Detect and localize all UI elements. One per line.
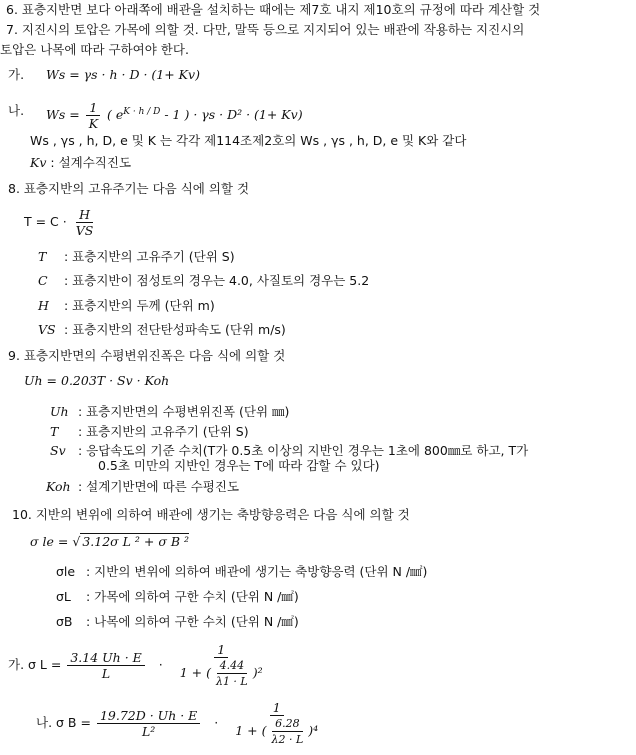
formula-10a-label: 가. σ L = [8,657,62,672]
formula-10b-num: 19.72D · Uh · E [97,708,200,724]
formula-8-lhs: T = C · [24,214,67,229]
formula-7b-frac-den: K [88,116,99,131]
formula-10b-den2-pre: 1 + ( [235,723,267,738]
def9-symbol: Sv [50,443,66,458]
formula-10a-dot: · [158,657,163,672]
def9-row-3-continued: 0.5초 미만의 지반인 경우는 T에 따라 감할 수 있다) [98,458,380,473]
formula-10a-den2-post: )² [252,665,263,680]
def9-row-3 [50,443,528,459]
formula-10-radicand: 3.12σ L ² + σ B ² [82,534,190,549]
formula-10b-inner-num: 6.28 [272,716,303,732]
formula-7b-frac-num: 1 [86,100,100,116]
formula-10a-fraction-1 [67,650,144,681]
formula-10a-inner [213,658,251,689]
def8-row-4 [38,322,286,338]
formula-10a-inner-den: λ1 · L [215,675,248,688]
formula-10-lhs: σ le = [30,534,69,549]
def9-desc: : 표층지반의 고유주기 (단위 S) [78,424,249,439]
def10-symbol: σle [56,564,76,579]
def10-row-3 [56,614,299,630]
def8-symbol: H [38,298,49,313]
def8-desc: : 표층지반의 전단탄성파속도 (단위 m/s) [64,322,286,337]
formula-10a-inner-num: 4.44 [217,658,248,674]
formula-8-fraction [73,207,97,238]
formula-10a-fraction-2 [177,642,266,689]
def8-row-1 [38,249,235,265]
formula-7a-label: 가. [8,67,25,82]
def9-symbol: T [50,424,59,439]
paragraph-7-line2: 토압은 나목에 따라 구하여야 한다. [0,42,189,57]
def9-row-4 [46,479,239,495]
def8-symbol: VS [38,322,56,337]
formula-7b [46,96,303,131]
def10-desc: : 가목에 의하여 구한 수치 (단위 N /㎟) [86,589,299,604]
formula-7b-rest: - 1 ) · γs · D² · (1+ Kv) [164,107,303,122]
formula-10b-inner [269,716,307,747]
formula-9: Uh = 0.203T · Sv · Koh [24,373,170,388]
kv-definition [30,155,131,171]
paragraph-7-line1: 7. 지진시의 토압은 가목에 의할 것. 다만, 말뚝 등으로 지지되어 있는 배관에 작용하는 지진시의 [6,22,525,37]
def9-row-1 [50,404,289,420]
formula-7b-paren: ( e [107,107,124,122]
formula-8 [24,206,98,238]
def9-desc: : 설계기반면에 따른 수평진도 [78,479,240,494]
formula-10b-fraction-2 [232,700,321,747]
formula-10a-den2 [177,658,266,689]
formula-10b-inner-den: λ2 · L [271,733,304,746]
formula-10a [8,642,268,689]
sqrt-icon: √ [72,534,81,549]
def9-desc: : 표층지반면의 수평변위진폭 (단위 ㎜) [78,404,290,419]
def8-desc: : 표층지반의 고유주기 (단위 S) [64,249,235,264]
formula-10b-fraction-1 [97,708,200,739]
formula-10b-den2 [232,716,321,747]
kv-symbol: Kv [30,155,47,170]
paragraph-10: 10. 지반의 변위에 의하여 배관에 생기는 축방향응력은 다음 식에 의할 것 [12,507,410,522]
def10-desc: : 지반의 변위에 의하여 배관에 생기는 축방향응력 (단위 N /㎟) [86,564,428,579]
def8-row-3 [38,298,215,314]
paragraph-8: 8. 표층지반의 고유주기는 다음 식에 의할 것 [8,181,250,196]
formula-7b-label: 나. [8,103,25,118]
def10-symbol: σL [56,589,71,604]
formula-10b-den2-post: )⁴ [308,723,319,738]
def8-row-2 [38,273,369,289]
formula-7b-fraction [86,100,101,131]
formula-10 [30,534,189,550]
def9-desc: : 응답속도의 기준 수치(T가 0.5초 이상의 지반인 경우는 1초에 800㎜로 하고, T가 [78,443,529,458]
formula-10a-num2: 1 [214,642,228,658]
def10-row-2 [56,589,299,605]
formula-10b-label: 나. σ B = [36,715,91,730]
formula-10b-dot: · [214,715,219,730]
formula-7b-exponent: K · h / D [123,107,161,117]
formula-10b-num2: 1 [270,700,284,716]
formula-10a-den: L [101,666,111,681]
paragraph-6: 6. 표층지반면 보다 아래쪽에 배관을 설치하는 때에는 제7호 내지 제10호의 규정에 따라 계산할 것 [6,2,541,17]
def10-symbol: σB [56,614,73,629]
formula-7b-lhs: Ws = [46,107,80,122]
def10-desc: : 나목에 의하여 구한 수치 (단위 N /㎟) [86,614,299,629]
def8-desc: : 표층지반이 점성토의 경우는 4.0, 사질토의 경우는 5.2 [64,273,370,288]
def8-desc: : 표층지반의 두께 (단위 m) [64,298,215,313]
formula-7a: Ws = γs · h · D · (1+ Kv) [46,67,200,82]
formula-7-definitions: Ws , γs , h, D, e 및 K 는 각각 제114조제2호의 Ws , γs , h, D, e 및 K와 같다 [30,133,467,148]
formula-10b [36,700,323,747]
formula-8-num: H [76,207,93,223]
formula-10a-den2-pre: 1 + ( [179,665,211,680]
def9-symbol: Koh [46,479,71,494]
formula-10b-den: L² [141,724,156,739]
def9-symbol: Uh [50,404,69,419]
def8-symbol: C [38,273,48,288]
def10-row-1 [56,564,427,580]
formula-8-den: VS [75,223,94,238]
def9-row-2 [50,424,249,440]
formula-10a-num: 3.14 Uh · E [67,650,144,666]
paragraph-9: 9. 표층지반면의 수평변위진폭은 다음 식에 의할 것 [8,348,286,363]
def8-symbol: T [38,249,47,264]
kv-description: : 설계수직진도 [50,155,132,170]
